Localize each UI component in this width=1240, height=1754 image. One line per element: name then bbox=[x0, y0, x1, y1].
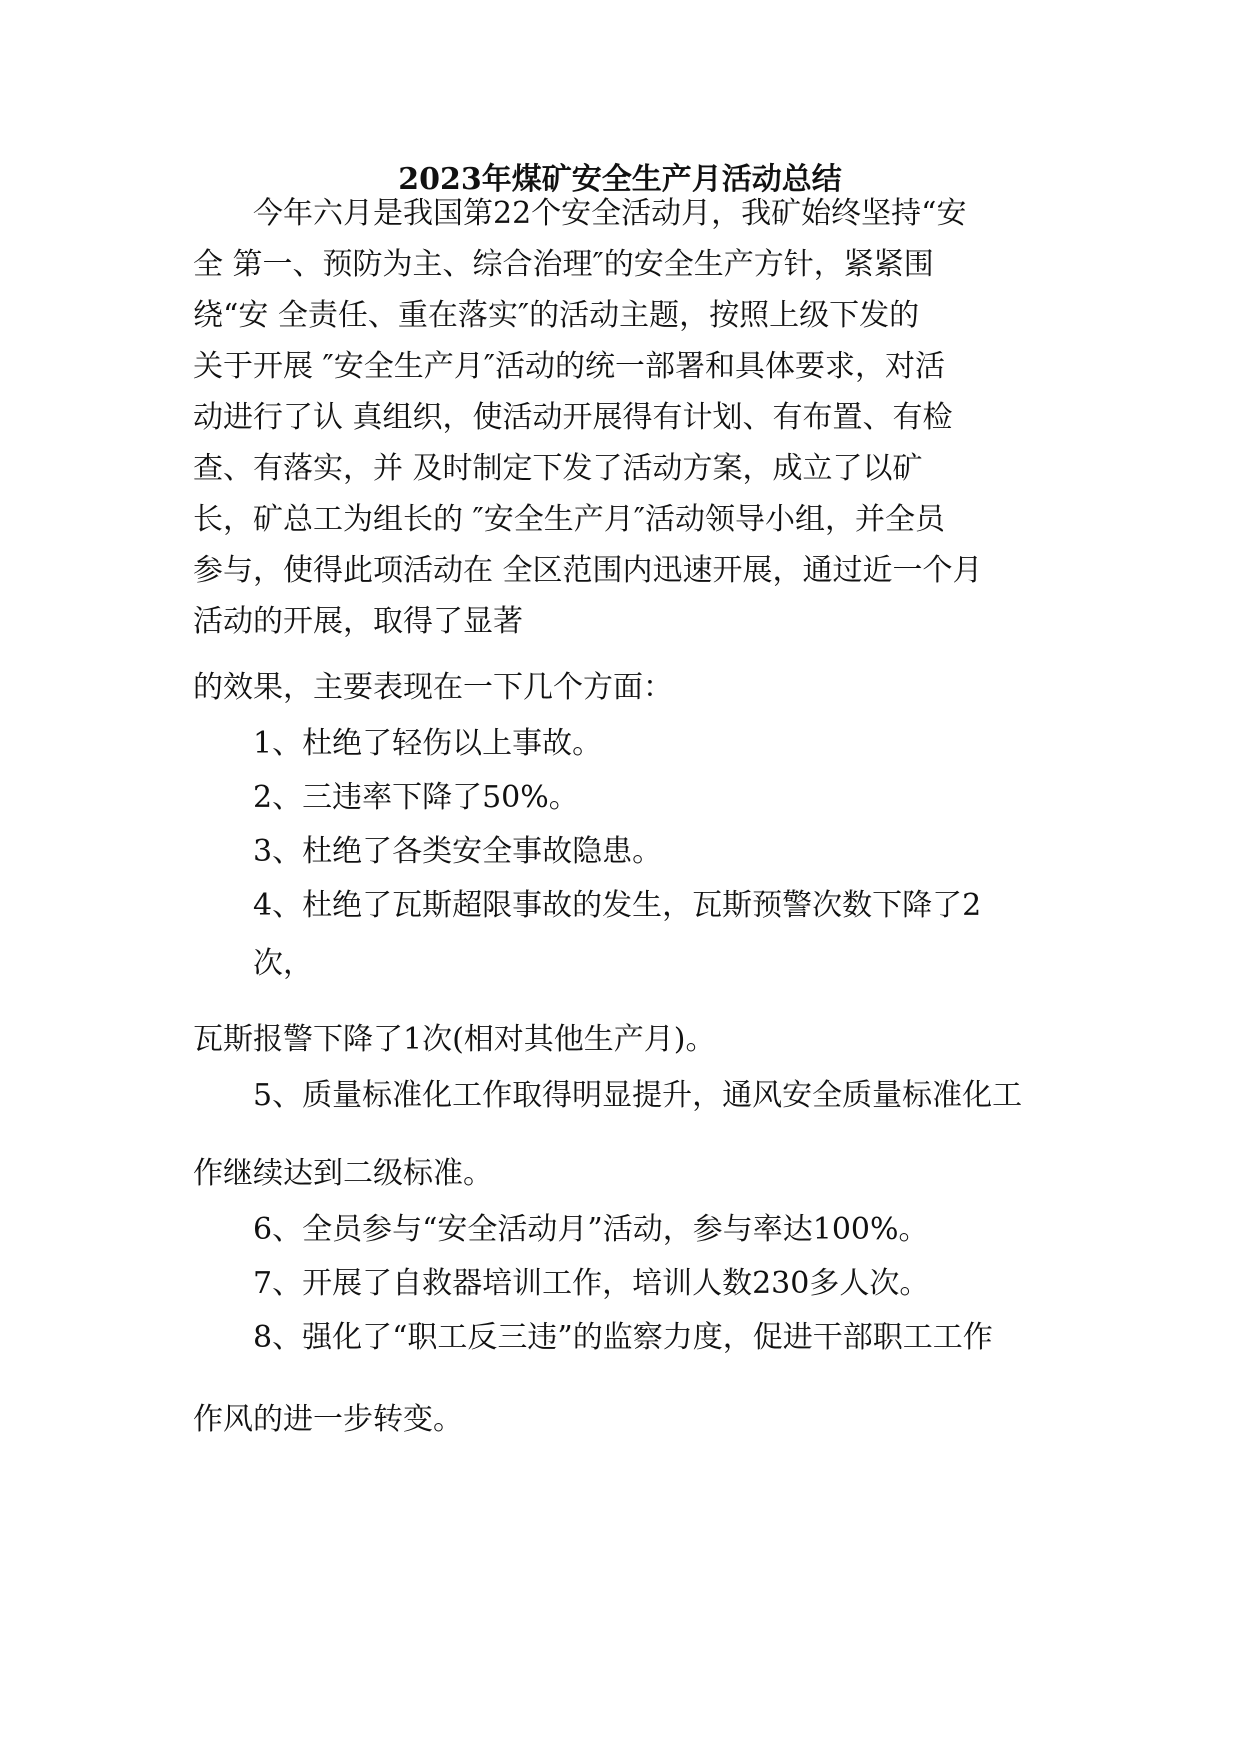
list-item-continuation: 次， bbox=[253, 946, 313, 981]
list-item: 1、杜绝了轻伤以上事故。 bbox=[253, 726, 603, 761]
list-item: 3、杜绝了各类安全事故隐患。 bbox=[253, 834, 663, 869]
list-item: 8、强化了“职工反三违”的监察力度，促进干部职工工作 bbox=[253, 1320, 993, 1355]
list-item: 5、质量标准化工作取得明显提升，通风安全质量标准化工 bbox=[253, 1078, 1023, 1113]
paragraph-line: 绕“安 全责任、重在落实″的活动主题，按照上级下发的 bbox=[193, 298, 920, 333]
list-item: 2、三违率下降了50%。 bbox=[253, 780, 579, 815]
list-item-continuation: 瓦斯报警下降了1次(相对其他生产月)。 bbox=[193, 1022, 716, 1057]
paragraph-line: 全 第一、预防为主、综合治理″的安全生产方针，紧紧围 bbox=[193, 247, 934, 282]
document-title: 2023年煤矿安全生产月活动总结 bbox=[398, 162, 842, 197]
paragraph-line: 动进行了认 真组织，使活动开展得有计划、有布置、有检 bbox=[193, 400, 953, 435]
paragraph-line: 查、有落实，并 及时制定下发了活动方案，成立了以矿 bbox=[193, 451, 923, 486]
paragraph-line: 的效果，主要表现在一下几个方面： bbox=[193, 670, 673, 705]
list-item: 4、杜绝了瓦斯超限事故的发生，瓦斯预警次数下降了2 bbox=[253, 888, 982, 923]
list-item-continuation: 作风的进一步转变。 bbox=[193, 1402, 463, 1437]
paragraph-line: 活动的开展，取得了显著 bbox=[193, 604, 523, 639]
paragraph-line: 长，矿总工为组长的 ″安全生产月″活动领导小组，并全员 bbox=[193, 502, 945, 537]
paragraph-line: 关于开展 ″安全生产月″活动的统一部署和具体要求，对活 bbox=[193, 349, 945, 384]
list-item: 6、全员参与“安全活动月”活动，参与率达100%。 bbox=[253, 1212, 929, 1247]
list-item: 7、开展了自救器培训工作，培训人数230多人次。 bbox=[253, 1266, 930, 1301]
paragraph-line: 参与，使得此项活动在 全区范围内迅速开展，通过近一个月 bbox=[193, 553, 983, 588]
list-item-continuation: 作继续达到二级标准。 bbox=[193, 1156, 493, 1191]
paragraph-line: 今年六月是我国第22个安全活动月，我矿始终坚持“安 bbox=[253, 196, 967, 231]
